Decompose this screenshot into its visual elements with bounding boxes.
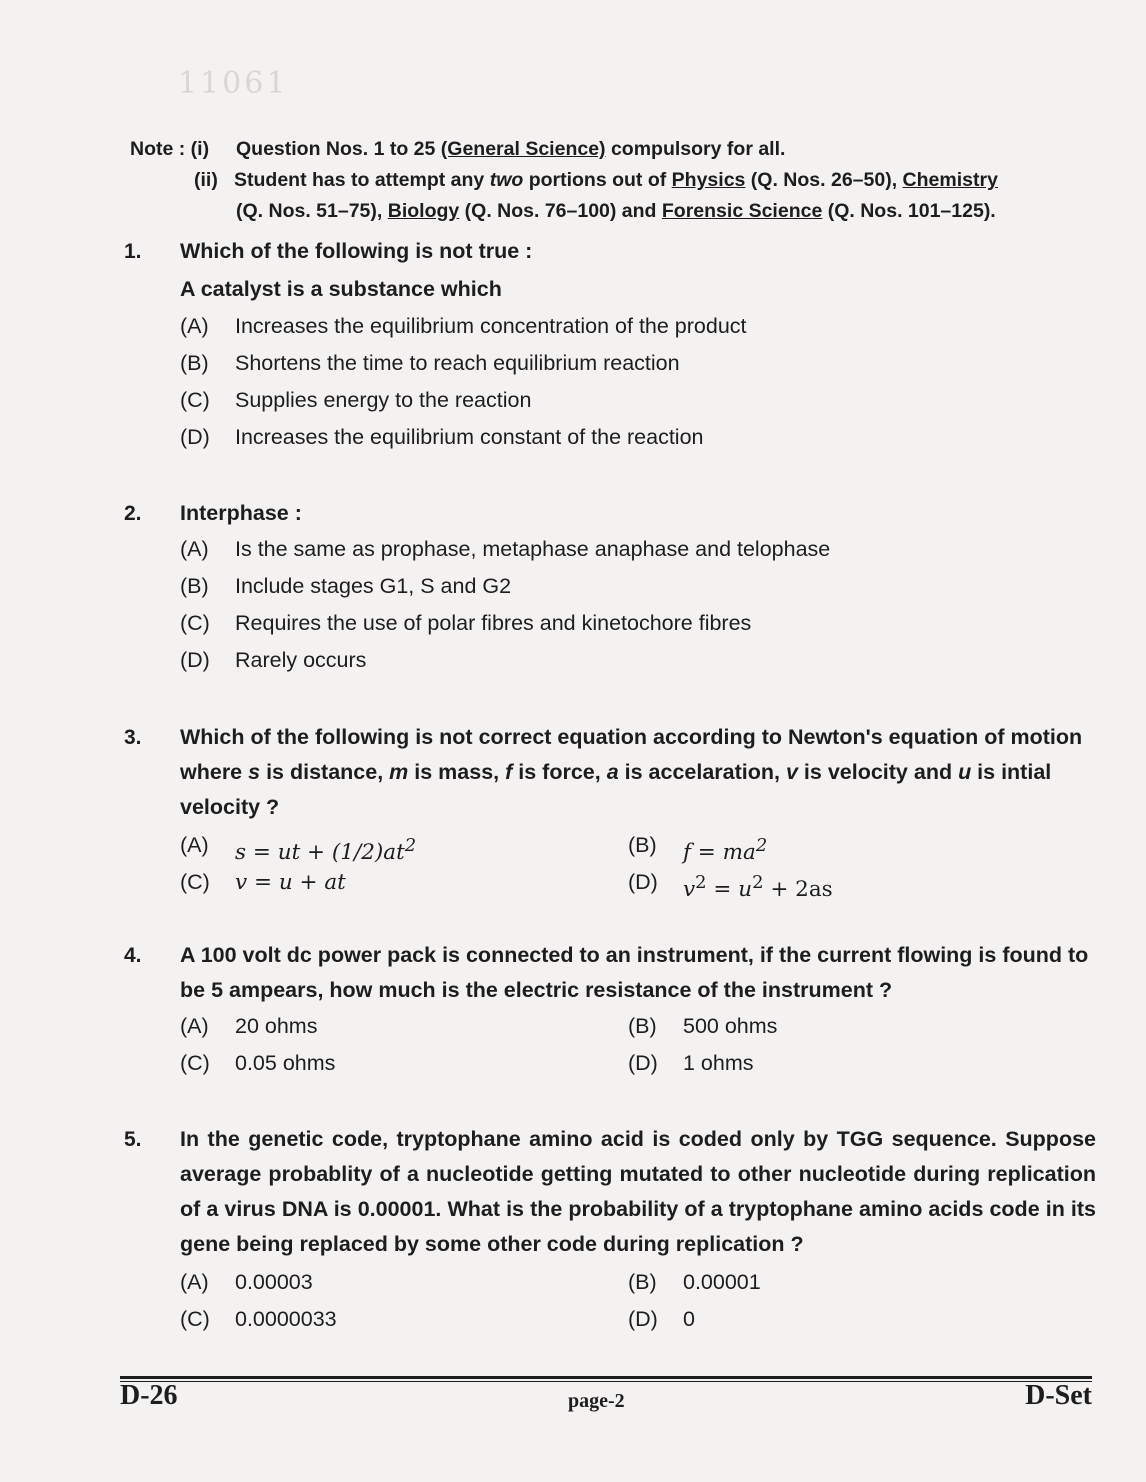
option-text: v: [683, 877, 696, 903]
note-general-science: (General Science): [440, 138, 606, 160]
footer-rule: [120, 1376, 1092, 1379]
option-label: (B): [180, 351, 209, 375]
question-4: [124, 938, 1096, 1082]
option-b[interactable]: [628, 1264, 1096, 1301]
option-label: (C): [180, 1051, 210, 1075]
option-c[interactable]: [180, 605, 1096, 642]
option-c[interactable]: [180, 1045, 628, 1082]
exponent: 2: [695, 872, 707, 893]
option-d[interactable]: [628, 864, 1096, 901]
option-label: (C): [180, 611, 210, 635]
note-text: Question Nos. 1 to 25: [236, 138, 441, 160]
question-text: Interphase :: [180, 501, 302, 525]
option-a[interactable]: [180, 1264, 628, 1301]
option-label: (C): [180, 388, 210, 412]
option-d[interactable]: [180, 642, 1096, 679]
option-text: f = ma: [683, 840, 756, 866]
set-label: D-Set: [1025, 1380, 1092, 1411]
footer-rule: [120, 1381, 1092, 1382]
note-line-1-text: [236, 134, 785, 165]
note-line-2-text: [234, 165, 998, 196]
question-text-part: is mass,: [408, 760, 506, 784]
option-text: 0.0000033: [235, 1307, 337, 1331]
question-2: [124, 496, 1096, 679]
option-text: Increases the equilibrium concentration of the product: [235, 314, 747, 338]
question-3: [124, 720, 1096, 901]
option-label: (B): [180, 574, 209, 598]
var-s: s: [248, 760, 261, 784]
note-text: compulsory for all.: [605, 138, 786, 160]
note-text: portions out of: [523, 169, 672, 191]
var-a: a: [606, 760, 619, 784]
page-number: page-2: [568, 1390, 625, 1412]
note-emphasis: two: [489, 169, 524, 191]
option-label: (D): [180, 425, 210, 449]
question-number: 3.: [124, 726, 142, 749]
question-text: [180, 720, 1096, 825]
option-label: (D): [180, 648, 210, 672]
note-biology: Biology: [387, 200, 460, 222]
option-text: 20 ohms: [235, 1014, 318, 1038]
option-c[interactable]: [180, 864, 628, 901]
question-text-part: is accelaration,: [618, 760, 786, 784]
option-label: (B): [628, 1270, 657, 1294]
option-label: (B): [628, 1014, 657, 1038]
option-b[interactable]: [180, 568, 1096, 605]
var-f: f: [505, 760, 513, 784]
option-text: 500 ohms: [683, 1014, 778, 1038]
option-text: Include stages G1, S and G2: [235, 574, 512, 598]
note-lead: Note : (i): [130, 138, 210, 160]
option-d[interactable]: [628, 1301, 1096, 1338]
option-label: (D): [628, 1307, 658, 1331]
option-label: (C): [180, 870, 210, 894]
note-line-2: [130, 165, 1110, 196]
option-b[interactable]: [628, 1008, 1096, 1045]
option-text: + 2as: [763, 877, 833, 903]
paper-code: D-26: [120, 1380, 178, 1411]
option-c[interactable]: [180, 1301, 628, 1338]
question-text: Which of the following is not true :: [180, 239, 533, 263]
exponent: 2: [404, 835, 417, 856]
option-text: Shortens the time to reach equilibrium reaction: [235, 351, 680, 375]
option-d[interactable]: [628, 1045, 1096, 1082]
option-text: = u: [706, 877, 753, 903]
option-label: (A): [180, 1014, 209, 1038]
question-text-part: Which of the following is not correct equation according to Newton's equation of motion where: [180, 725, 1083, 784]
question-number: 5.: [124, 1128, 142, 1151]
option-text: 0: [683, 1307, 695, 1331]
note-sub-index: (ii): [194, 169, 218, 191]
question-number: 4.: [124, 944, 142, 967]
note-text: (Q. Nos. 51–75),: [236, 200, 388, 222]
note-chemistry: Chemistry: [902, 169, 998, 191]
option-a[interactable]: [180, 1008, 628, 1045]
header-mark: 11061: [178, 66, 289, 101]
option-text: v = u + at: [235, 870, 346, 895]
var-v: v: [785, 760, 798, 784]
note-text: (Q. Nos. 76–100) and: [459, 200, 662, 222]
question-number: 2.: [124, 502, 142, 525]
option-text: Requires the use of polar fibres and kinetochore fibres: [235, 611, 752, 635]
option-text: 0.05 ohms: [235, 1051, 336, 1075]
option-c[interactable]: [180, 382, 1096, 419]
option-label: (D): [628, 1051, 658, 1075]
instructions-note: [130, 134, 1110, 227]
option-b[interactable]: [628, 827, 1096, 864]
option-label: (A): [180, 537, 209, 561]
option-a[interactable]: [180, 308, 1096, 345]
option-label: (B): [628, 833, 657, 857]
option-label: (D): [628, 870, 658, 894]
question-text-part: is force,: [512, 760, 607, 784]
option-text: Increases the equilibrium constant of the reaction: [235, 425, 704, 449]
question-text-part: is distance,: [260, 760, 390, 784]
note-line-1: [130, 134, 1110, 165]
option-label: (A): [180, 314, 209, 338]
var-m: m: [389, 760, 409, 784]
question-text-part: is intial velocity ?: [180, 760, 1052, 819]
question-text: In the genetic code, tryptophane amino acid is coded only by TGG sequence. Suppose average probablity of a nucleotide getting mutated to other nucleotide during replication of a virus DNA is 0.00001. What is the probability of a tryptophane amino acids code in its gene being replaced by some other code during replication ?: [180, 1127, 1096, 1256]
option-label: (C): [180, 1307, 210, 1331]
note-text: Student has to attempt any: [234, 169, 490, 191]
option-a[interactable]: [180, 531, 1096, 568]
option-a[interactable]: [180, 827, 628, 864]
question-1: [124, 234, 1096, 456]
question-number: 1.: [124, 240, 142, 263]
option-text: Is the same as prophase, metaphase anaphase and telophase: [235, 537, 831, 561]
option-text: 0.00003: [235, 1270, 313, 1294]
option-text: Supplies energy to the reaction: [235, 388, 532, 412]
question-text-part: is velocity and: [797, 760, 959, 784]
note-text: (Q. Nos. 26–50),: [745, 169, 903, 191]
option-d[interactable]: [180, 419, 1096, 456]
question-text: A catalyst is a substance which: [180, 277, 502, 301]
option-label: (A): [180, 833, 209, 857]
option-text: 1 ohms: [683, 1051, 754, 1075]
var-u: u: [958, 760, 972, 784]
note-text: (Q. Nos. 101–125).: [822, 200, 996, 222]
question-5: [124, 1122, 1096, 1338]
page-footer: [120, 1376, 1092, 1412]
option-b[interactable]: [180, 345, 1096, 382]
note-line-3: [130, 196, 1110, 227]
option-label: (A): [180, 1270, 209, 1294]
exponent: 2: [755, 835, 768, 856]
option-text: 0.00001: [683, 1270, 761, 1294]
option-text: s = ut + (1/2)at: [235, 840, 405, 866]
question-text: A 100 volt dc power pack is connected to an instrument, if the current flowing is found to be 5 ampears, how much is the electric resistance of the instrument ?: [180, 943, 1089, 1002]
option-text: Rarely occurs: [235, 648, 367, 672]
note-physics: Physics: [671, 169, 746, 191]
exponent: 2: [752, 872, 764, 893]
note-forensic-science: Forensic Science: [661, 200, 823, 222]
